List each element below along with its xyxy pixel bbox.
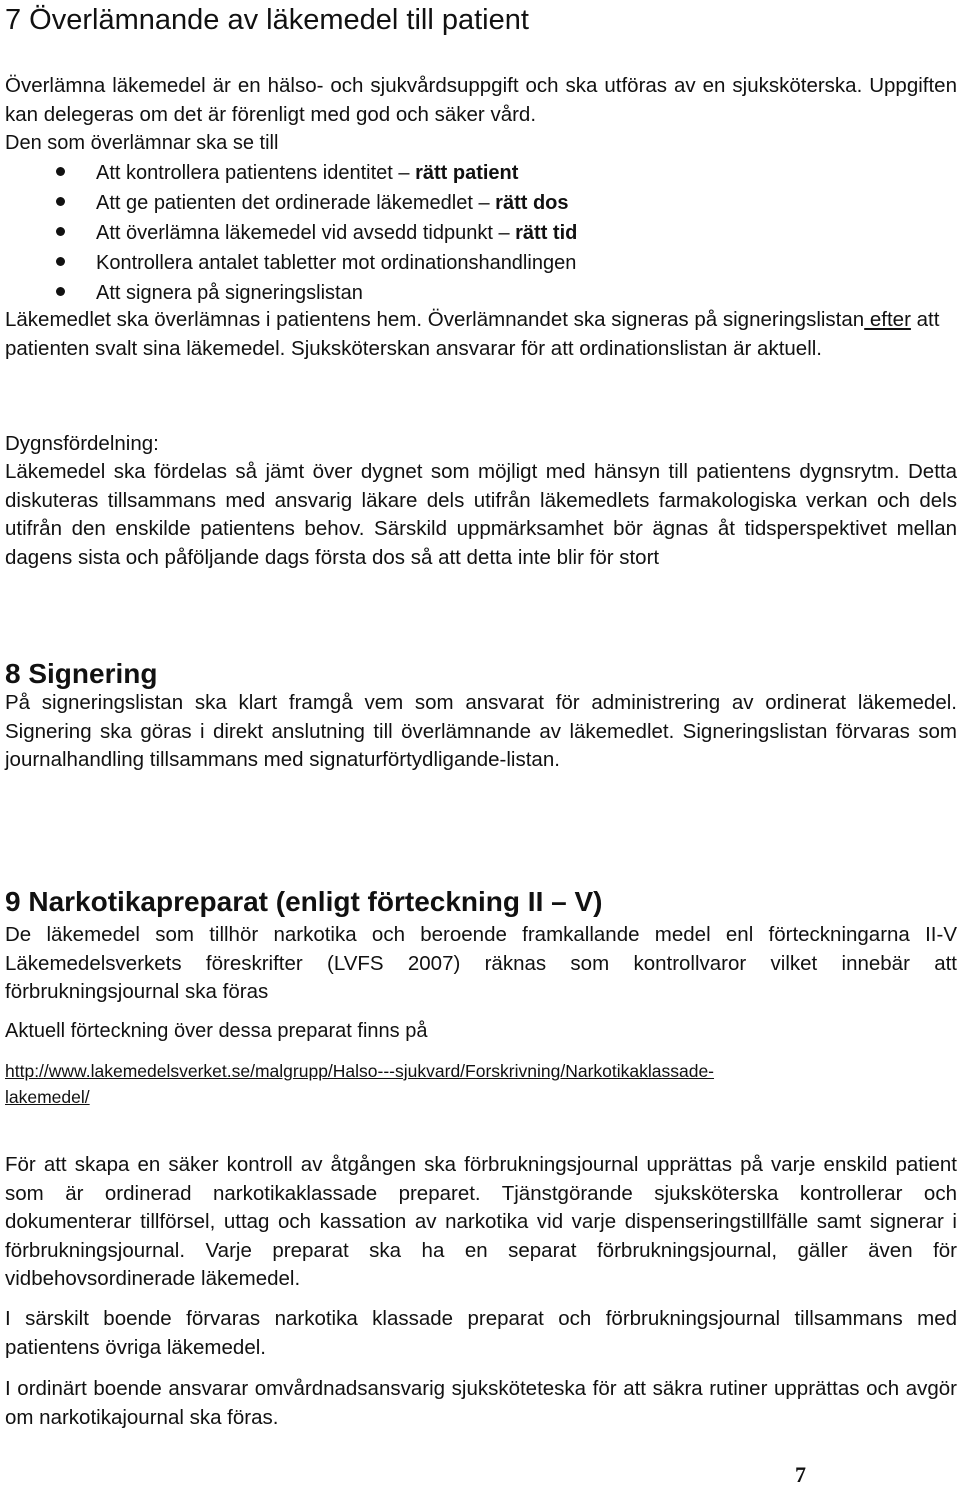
bullet-icon <box>56 257 65 266</box>
reference-link-line-2[interactable]: lakemedel/ <box>5 1087 90 1107</box>
section-8-title: 8 Signering <box>5 658 158 689</box>
list-item: Att ge patienten det ordinerade läkemedlet – rätt dos <box>5 188 957 218</box>
section-9-title: 9 Narkotikapreparat (enligt förteckning II – V) <box>5 886 603 917</box>
section-9-paragraph-5: I ordinärt boende ansvarar omvårdnadsansvarig sjuksköteteska för att säkra rutiner upprättas och avgör om narkotikajournal ska föras. <box>5 1377 957 1429</box>
section-7-intro: Överlämna läkemedel är en hälso- och sjukvårdsuppgift och ska utföras av en sjuksköterska. Uppgiften kan delegeras om det är förenligt med god och säker vård. <box>5 74 957 126</box>
dygn-heading: Dygnsfördelning: <box>5 432 159 455</box>
reference-link[interactable] <box>5 1058 957 1110</box>
section-7-title: 7 Överlämnande av läkemedel till patient <box>5 4 529 36</box>
reference-link-line-1[interactable]: http://www.lakemedelsverket.se/malgrupp/Halso---sjukvard/Forskrivning/Narkotikaklassade- <box>5 1061 715 1081</box>
list-item: Att överlämna läkemedel vid avsedd tidpunkt – rätt tid <box>5 218 957 248</box>
list-item: Att signera på signeringslistan <box>5 278 957 308</box>
bullet-icon <box>56 287 65 296</box>
responsibility-list <box>5 158 957 308</box>
bullet-icon <box>56 167 65 176</box>
section-9-paragraph-3: För att skapa en säker kontroll av åtgången ska förbrukningsjournal upprättas på varje enskild patient som är ordinerad narkotikaklassade preparet. Tjänstgörande sjuksköterska kontrollerar och dokumenterar tillförsel, uttag och kassation av narkotika vid varje dispenseringstillfälle samt signerar i förbrukningsjournal. Varje preparat ska ha en separat förbrukningsjournal, gäller även för vidbehovsordinerade läkemedel. <box>5 1153 957 1291</box>
page-number: 7 <box>795 1462 806 1487</box>
section-7-paragraph-2: Läkemedlet ska överlämnas i patientens hem. Överlämnandet ska signeras på signeringslistan efter att patienten svalt sina läkemedel. Sjuksköterskan ansvarar för att ordinationslistan är aktuell. <box>5 308 940 360</box>
list-item: Att kontrollera patientens identitet – rätt patient <box>5 158 957 188</box>
dygn-text: Läkemedel ska fördelas så jämt över dygnet som möjligt med hänsyn till patientens dygnsrytm. Detta diskuteras tillsammans med ansvarig läkare dels utifrån läkemedlets farmakologiska verkan och dels utifrån den enskilde patientens behov. Särskild uppmärksamhet bör ägnas åt tidsperspektivet mellan dagens sista och påföljande dags första dos så att detta inte blir för stort <box>5 460 957 569</box>
bullet-icon <box>56 227 65 236</box>
list-item: Kontrollera antalet tabletter mot ordinationshandlingen <box>5 248 957 278</box>
section-9-paragraph-2: Aktuell förteckning över dessa preparat finns på <box>5 1020 428 1042</box>
bullet-icon <box>56 197 65 206</box>
section-7-lead: Den som överlämnar ska se till <box>5 132 279 154</box>
section-9-paragraph-4: I särskilt boende förvaras narkotika klassade preparat och förbrukningsjournal tillsammans med patientens övriga läkemedel. <box>5 1307 957 1359</box>
emphasis-after: efter <box>864 308 911 331</box>
section-9-paragraph-1: De läkemedel som tillhör narkotika och beroende framkallande medel enl förteckningarna II-V Läkemedelsverkets föreskrifter (LVFS 2007) räknas som kontrollvaror vilket innebär att förbrukningsjournal ska föras <box>5 923 957 1004</box>
section-8-text: På signeringslistan ska klart framgå vem som ansvarat för administrering av ordinerat läkemedel. Signering ska göras i direkt anslutning till överlämnande av läkemedlet. Signeringslistan förvaras som journalhandling tillsammans med signaturförtydligande-listan. <box>5 691 957 772</box>
